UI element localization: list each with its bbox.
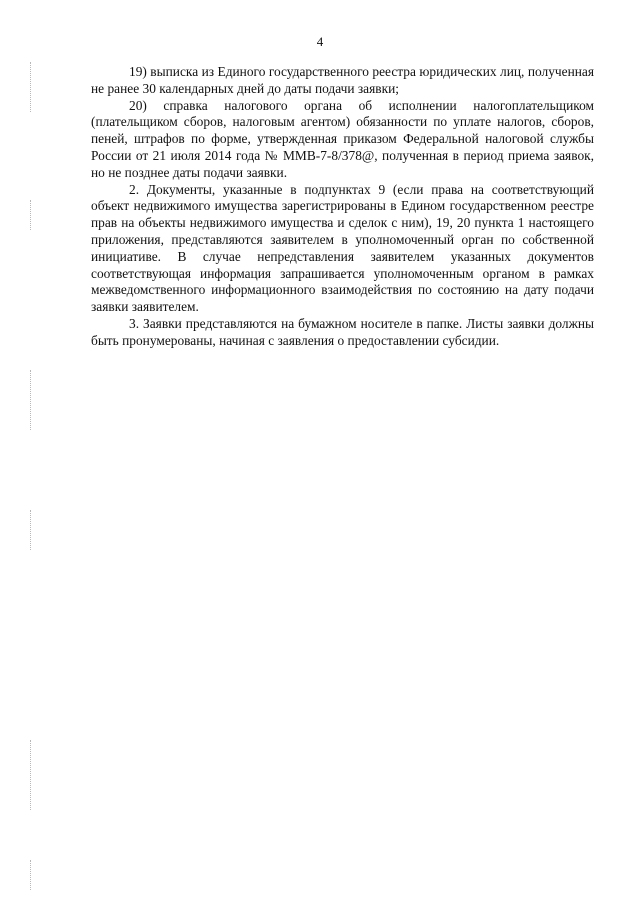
document-body xyxy=(91,64,594,350)
scan-margin-marks xyxy=(30,0,32,905)
page-number: 4 xyxy=(316,34,324,49)
paragraph-clause-2: 2. Документы, указанные в подпунктах 9 (если права на соответствующий объект недвижимого имущества зарегистрированы в Едином государственном реестре прав на объекты недвижимого имущества и сделок с ним), 19, 20 пункта 1 настоящего приложения, представляются заявителем в уполномоченный орган по собственной инициативе. В случае непредставления заявителем указанных документов соответствующая информация запрашивается уполномоченным органом в рамках межведомственного информационного взаимодействия по состоянию на дату подачи заявки заявителем. xyxy=(91,181,594,315)
paragraph-clause-3: 3. Заявки представляются на бумажном носителе в папке. Листы заявки должны быть пронумерованы, начиная с заявления о предоставлении субсидии. xyxy=(91,315,594,348)
paragraph-item-20: 20) справка налогового органа об исполнении налогоплательщиком (плательщиком сборов, налоговым агентом) обязанности по уплате налогов, сборов, пеней, штрафов по форме, утвержденная приказом Федеральной налоговой службы России от 21 июля 2014 года № ММВ-7-8/378@, полученная в период приема заявок, но не позднее даты подачи заявки. xyxy=(91,97,594,180)
paragraph-item-19: 19) выписка из Единого государственного реестра юридических лиц, полученная не ранее 30 календарных дней до даты подачи заявки; xyxy=(91,64,594,96)
